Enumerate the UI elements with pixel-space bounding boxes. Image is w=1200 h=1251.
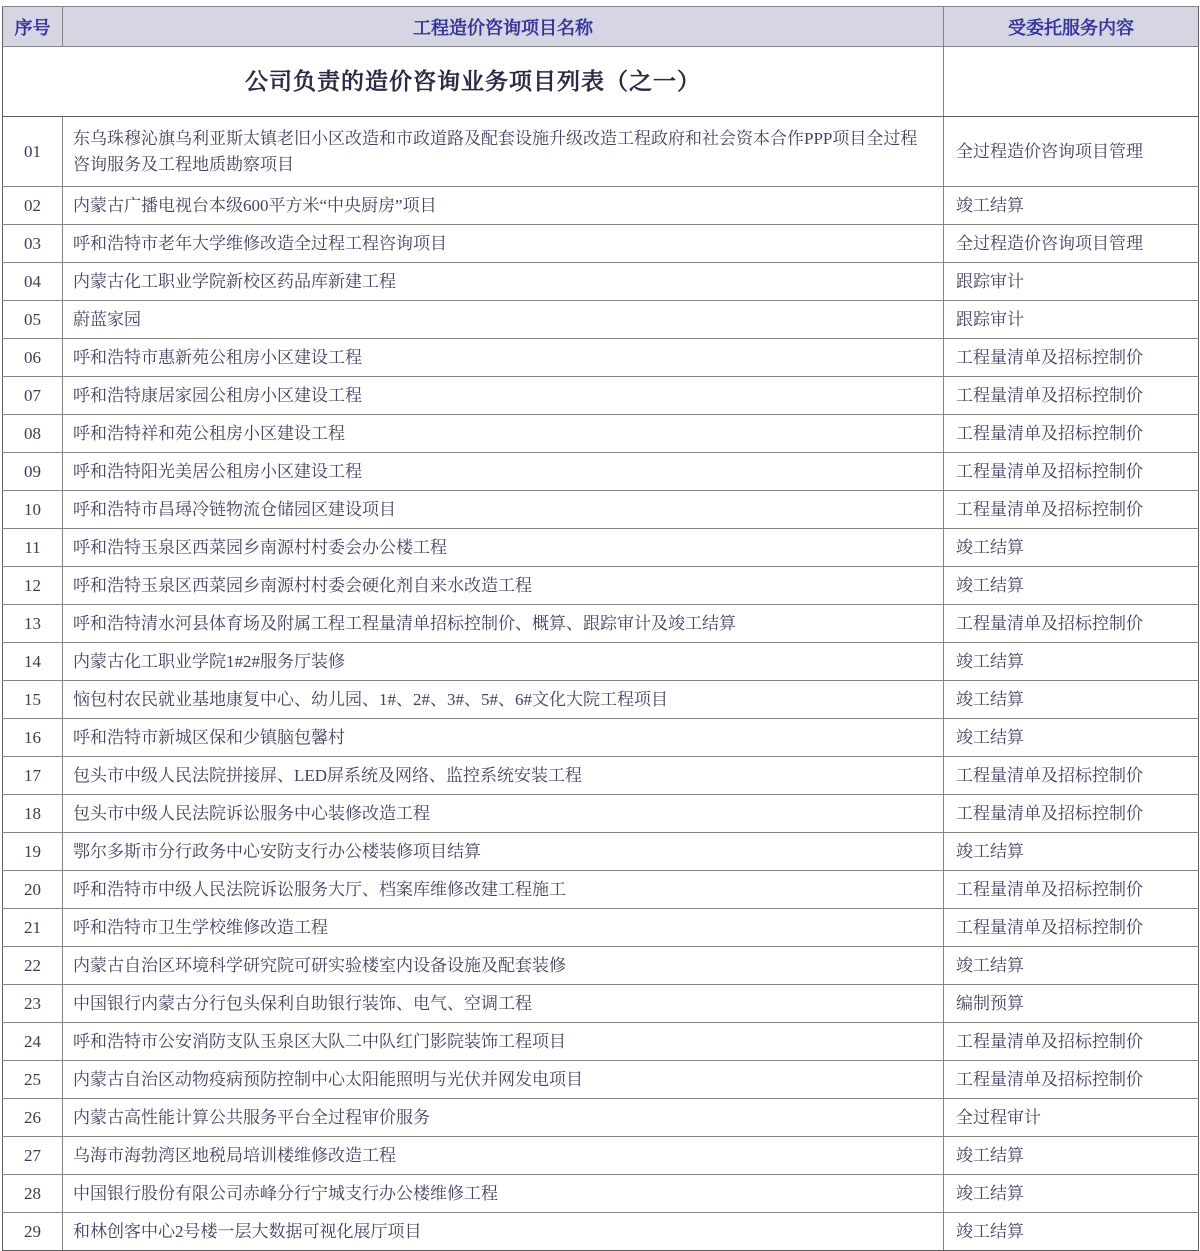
row-number: 15 xyxy=(3,681,63,719)
service-content: 跟踪审计 xyxy=(944,263,1199,301)
table-row xyxy=(3,871,1199,909)
service-content: 竣工结算 xyxy=(944,1175,1199,1213)
row-number: 29 xyxy=(3,1213,63,1251)
service-content: 竣工结算 xyxy=(944,1137,1199,1175)
project-name: 恼包村农民就业基地康复中心、幼儿园、1#、2#、3#、5#、6#文化大院工程项目 xyxy=(63,681,944,719)
service-content: 编制预算 xyxy=(944,985,1199,1023)
row-number: 11 xyxy=(3,529,63,567)
row-number: 04 xyxy=(3,263,63,301)
row-number: 07 xyxy=(3,377,63,415)
project-name: 东乌珠穆沁旗乌利亚斯太镇老旧小区改造和市政道路及配套设施升级改造工程政府和社会资本合作PPP项目全过程咨询服务及工程地质勘察项目 xyxy=(63,117,944,187)
service-content: 工程量清单及招标控制价 xyxy=(944,909,1199,947)
row-number: 12 xyxy=(3,567,63,605)
row-number: 24 xyxy=(3,1023,63,1061)
row-number: 02 xyxy=(3,187,63,225)
row-number: 28 xyxy=(3,1175,63,1213)
row-number: 19 xyxy=(3,833,63,871)
service-content: 工程量清单及招标控制价 xyxy=(944,757,1199,795)
table-row xyxy=(3,453,1199,491)
table-row xyxy=(3,1137,1199,1175)
page-title: 公司负责的造价咨询业务项目列表（之一） xyxy=(3,47,944,117)
service-content: 竣工结算 xyxy=(944,1213,1199,1251)
service-content: 竣工结算 xyxy=(944,947,1199,985)
project-name: 呼和浩特市昌璕冷链物流仓储园区建设项目 xyxy=(63,491,944,529)
service-content: 工程量清单及招标控制价 xyxy=(944,339,1199,377)
project-name: 呼和浩特祥和苑公租房小区建设工程 xyxy=(63,415,944,453)
row-number: 06 xyxy=(3,339,63,377)
row-number: 21 xyxy=(3,909,63,947)
service-content: 工程量清单及招标控制价 xyxy=(944,415,1199,453)
service-content: 工程量清单及招标控制价 xyxy=(944,1061,1199,1099)
service-content: 竣工结算 xyxy=(944,719,1199,757)
project-name: 呼和浩特康居家园公租房小区建设工程 xyxy=(63,377,944,415)
service-content: 竣工结算 xyxy=(944,833,1199,871)
table-row xyxy=(3,757,1199,795)
row-number: 23 xyxy=(3,985,63,1023)
table-row xyxy=(3,415,1199,453)
row-number: 16 xyxy=(3,719,63,757)
service-content: 竣工结算 xyxy=(944,567,1199,605)
table-body xyxy=(3,117,1199,1251)
table-row xyxy=(3,833,1199,871)
service-content: 工程量清单及招标控制价 xyxy=(944,453,1199,491)
row-number: 10 xyxy=(3,491,63,529)
row-number: 05 xyxy=(3,301,63,339)
row-number: 09 xyxy=(3,453,63,491)
project-name: 内蒙古自治区动物疫病预防控制中心太阳能照明与光伏并网发电项目 xyxy=(63,1061,944,1099)
project-name: 包头市中级人民法院诉讼服务中心装修改造工程 xyxy=(63,795,944,833)
row-number: 17 xyxy=(3,757,63,795)
project-name: 呼和浩特市中级人民法院诉讼服务大厅、档案库维修改建工程施工 xyxy=(63,871,944,909)
project-name: 内蒙古化工职业学院新校区药品库新建工程 xyxy=(63,263,944,301)
project-name: 内蒙古自治区环境科学研究院可研实验楼室内设备设施及配套装修 xyxy=(63,947,944,985)
project-name: 呼和浩特市新城区保和少镇脑包馨村 xyxy=(63,719,944,757)
project-name: 中国银行内蒙古分行包头保利自助银行装饰、电气、空调工程 xyxy=(63,985,944,1023)
project-name: 内蒙古高性能计算公共服务平台全过程审价服务 xyxy=(63,1099,944,1137)
table-row xyxy=(3,1175,1199,1213)
project-name: 呼和浩特市卫生学校维修改造工程 xyxy=(63,909,944,947)
table-row xyxy=(3,491,1199,529)
service-content: 工程量清单及招标控制价 xyxy=(944,1023,1199,1061)
row-number: 22 xyxy=(3,947,63,985)
service-content: 全过程审计 xyxy=(944,1099,1199,1137)
service-content: 工程量清单及招标控制价 xyxy=(944,605,1199,643)
row-number: 08 xyxy=(3,415,63,453)
service-content: 竣工结算 xyxy=(944,187,1199,225)
project-name: 内蒙古广播电视台本级600平方米“中央厨房”项目 xyxy=(63,187,944,225)
row-number: 18 xyxy=(3,795,63,833)
column-header-project-name: 工程造价咨询项目名称 xyxy=(63,7,944,47)
table-row xyxy=(3,225,1199,263)
project-name: 蔚蓝家园 xyxy=(63,301,944,339)
project-name: 和林创客中心2号楼一层大数据可视化展厅项目 xyxy=(63,1213,944,1251)
table-row xyxy=(3,947,1199,985)
project-name: 包头市中级人民法院拼接屏、LED屏系统及网络、监控系统安装工程 xyxy=(63,757,944,795)
project-name: 内蒙古化工职业学院1#2#服务厅装修 xyxy=(63,643,944,681)
table-row xyxy=(3,1023,1199,1061)
row-number: 13 xyxy=(3,605,63,643)
table-row xyxy=(3,377,1199,415)
header-row xyxy=(3,7,1199,47)
row-number: 20 xyxy=(3,871,63,909)
project-name: 呼和浩特玉泉区西菜园乡南源村村委会硬化剂自来水改造工程 xyxy=(63,567,944,605)
project-name: 呼和浩特清水河县体育场及附属工程工程量清单招标控制价、概算、跟踪审计及竣工结算 xyxy=(63,605,944,643)
row-number: 01 xyxy=(3,117,63,187)
project-name: 呼和浩特市公安消防支队玉泉区大队二中队红门影院装饰工程项目 xyxy=(63,1023,944,1061)
row-number: 26 xyxy=(3,1099,63,1137)
table-row xyxy=(3,301,1199,339)
table-row xyxy=(3,567,1199,605)
table-row xyxy=(3,605,1199,643)
project-name: 呼和浩特市老年大学维修改造全过程工程咨询项目 xyxy=(63,225,944,263)
table-header xyxy=(3,7,1199,47)
project-name: 呼和浩特玉泉区西菜园乡南源村村委会办公楼工程 xyxy=(63,529,944,567)
project-name: 乌海市海勃湾区地税局培训楼维修改造工程 xyxy=(63,1137,944,1175)
service-content: 工程量清单及招标控制价 xyxy=(944,377,1199,415)
projects-table xyxy=(2,6,1199,1251)
row-number: 03 xyxy=(3,225,63,263)
row-number: 27 xyxy=(3,1137,63,1175)
table-row xyxy=(3,681,1199,719)
column-header-index: 序号 xyxy=(3,7,63,47)
project-name: 呼和浩特市惠新苑公租房小区建设工程 xyxy=(63,339,944,377)
table-row xyxy=(3,1213,1199,1251)
table-row xyxy=(3,117,1199,187)
project-name: 鄂尔多斯市分行政务中心安防支行办公楼装修项目结算 xyxy=(63,833,944,871)
column-header-service: 受委托服务内容 xyxy=(944,7,1199,47)
service-content: 工程量清单及招标控制价 xyxy=(944,871,1199,909)
row-number: 25 xyxy=(3,1061,63,1099)
service-content: 竣工结算 xyxy=(944,529,1199,567)
table-row xyxy=(3,719,1199,757)
table-row xyxy=(3,263,1199,301)
table-row xyxy=(3,529,1199,567)
table-row xyxy=(3,187,1199,225)
title-row xyxy=(3,47,1199,117)
project-name: 中国银行股份有限公司赤峰分行宁城支行办公楼维修工程 xyxy=(63,1175,944,1213)
row-number: 14 xyxy=(3,643,63,681)
service-content: 全过程造价咨询项目管理 xyxy=(944,225,1199,263)
service-content: 跟踪审计 xyxy=(944,301,1199,339)
service-content: 全过程造价咨询项目管理 xyxy=(944,117,1199,187)
service-content: 工程量清单及招标控制价 xyxy=(944,795,1199,833)
table-row xyxy=(3,909,1199,947)
table-row xyxy=(3,795,1199,833)
table-row xyxy=(3,985,1199,1023)
table-row xyxy=(3,339,1199,377)
title-corner-blank xyxy=(944,47,1199,117)
table-row xyxy=(3,1061,1199,1099)
service-content: 工程量清单及招标控制价 xyxy=(944,491,1199,529)
service-content: 竣工结算 xyxy=(944,643,1199,681)
project-name: 呼和浩特阳光美居公租房小区建设工程 xyxy=(63,453,944,491)
table-row xyxy=(3,1099,1199,1137)
table-row xyxy=(3,643,1199,681)
service-content: 竣工结算 xyxy=(944,681,1199,719)
